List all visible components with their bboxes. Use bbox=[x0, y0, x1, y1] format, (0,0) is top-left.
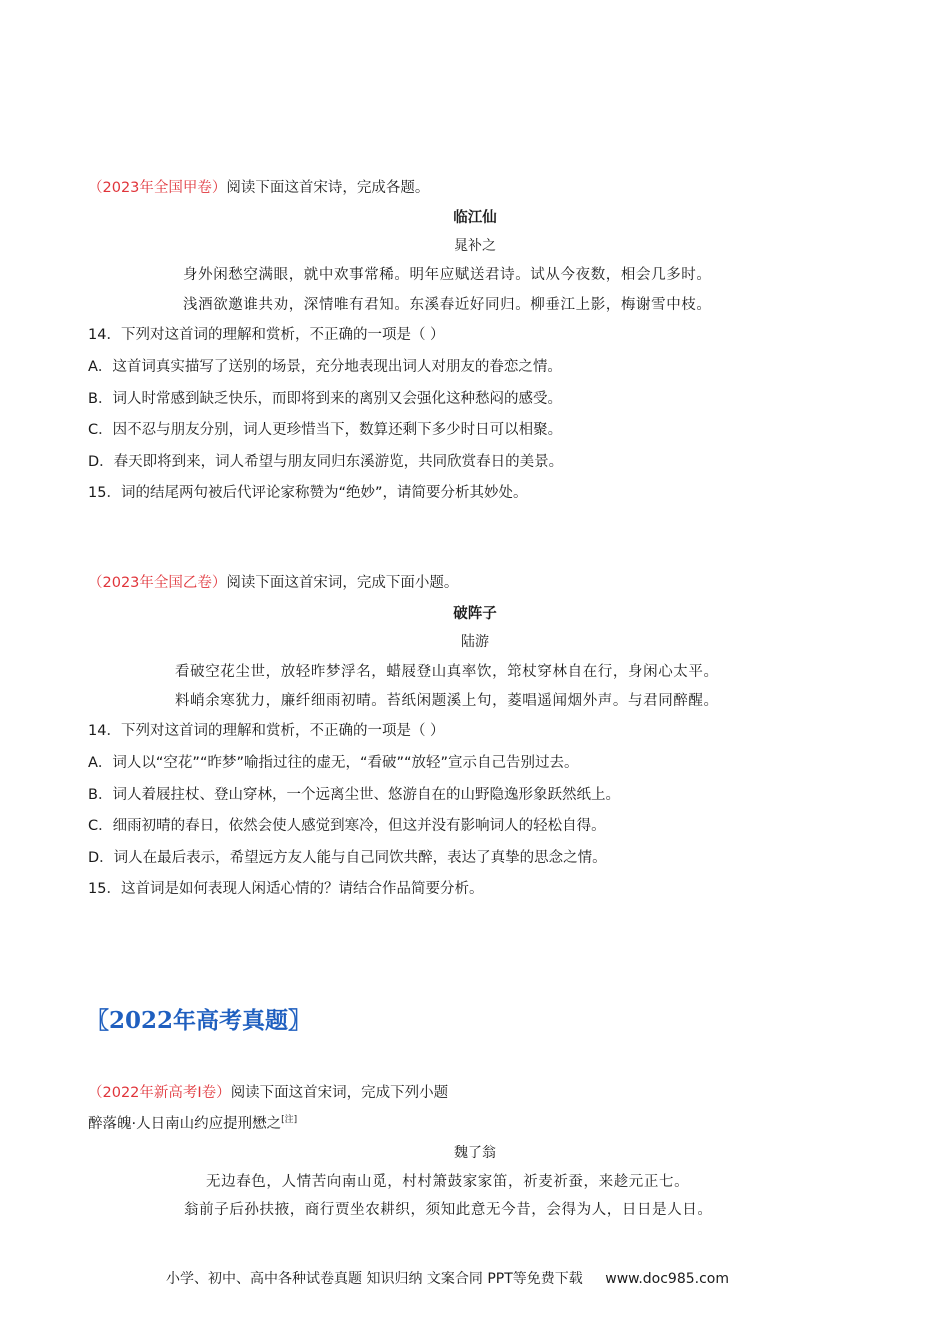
sec1-poem-line-1: 身外闲愁空满眼，就中欢事常稀。明年应赋送君诗。试从今夜数，相会几多时。 bbox=[183, 267, 712, 283]
sec2-question-15: 15．这首词是如何表现人闲适心情的？请结合作品简要分析。 bbox=[88, 881, 484, 897]
sec2-source: （2023年全国乙卷） bbox=[88, 575, 227, 591]
sec3-intro: 阅读下面这首宋词，完成下列小题 bbox=[230, 1085, 449, 1101]
sec1-question-14: 14．下列对这首词的理解和赏析，不正确的一项是（ ） bbox=[88, 327, 445, 343]
section-heading-2022: 〖2022年高考真题〗 bbox=[86, 1007, 312, 1034]
sec1-poem-title: 临江仙 bbox=[453, 210, 497, 226]
sec1-question-15: 15．词的结尾两句被后代评论家称赞为“绝妙”，请简要分析其妙处。 bbox=[88, 485, 528, 501]
sec1-option-c: C．因不忍与朋友分别，词人更珍惜当下，数算还剩下多少时日可以相聚。 bbox=[88, 422, 563, 438]
sec3-poem-title: 醉落魄·人日南山约应提刑懋之 bbox=[88, 1116, 282, 1132]
sec3-poem-author: 魏了翁 bbox=[454, 1145, 496, 1161]
sec3-source: （2022年新高考Ⅰ卷） bbox=[88, 1085, 231, 1101]
sec1-intro-line bbox=[88, 176, 429, 197]
sec2-question-14: 14．下列对这首词的理解和赏析，不正确的一项是（ ） bbox=[88, 723, 445, 739]
footer-link[interactable]: www.doc985.com bbox=[605, 1271, 729, 1287]
sec1-option-d: D．春天即将到来，词人希望与朋友同归东溪游览，共同欣赏春日的美景。 bbox=[88, 454, 564, 470]
sec3-intro-line bbox=[88, 1081, 448, 1102]
sec2-poem-line-1: 看破空花尘世，放轻昨梦浮名，蜡屐登山真率饮，筇杖穿林自在行，身闲心太平。 bbox=[175, 664, 719, 680]
sec1-option-a: A．这首词真实描写了送别的场景，充分地表现出词人对朋友的眷恋之情。 bbox=[88, 359, 562, 375]
sec2-poem-author: 陆游 bbox=[461, 634, 489, 650]
sec3-poem-line-2: 翁前子后孙扶掖，商行贾坐农耕织，须知此意无今昔，会得为人，日日是人日。 bbox=[184, 1202, 713, 1218]
sec2-option-c: C．细雨初晴的春日，依然会使人感觉到寒冷，但这并没有影响词人的轻松自得。 bbox=[88, 818, 606, 834]
footer bbox=[166, 1268, 729, 1288]
sec3-poem-line-1: 无边春色，人情苦向南山觅，村村箫鼓家家笛，祈麦祈蚕，来趁元正七。 bbox=[206, 1174, 690, 1190]
sec2-intro-line bbox=[88, 571, 458, 592]
sec1-poem-author: 晁补之 bbox=[454, 238, 496, 254]
sec1-source: （2023年全国甲卷） bbox=[88, 180, 227, 196]
sec2-option-b: B．词人着屐拄杖、登山穿林，一个远离尘世、悠游自在的山野隐逸形象跃然纸上。 bbox=[88, 787, 620, 803]
sec3-title-line bbox=[88, 1112, 297, 1133]
sec1-option-b: B．词人时常感到缺乏快乐，而即将到来的离别又会强化这种愁闷的感受。 bbox=[88, 391, 562, 407]
footer-text: 小学、初中、高中各种试卷真题 知识归纳 文案合同 PPT等免费下载 bbox=[166, 1271, 583, 1287]
sec2-intro: 阅读下面这首宋词，完成下面小题。 bbox=[226, 575, 459, 591]
sec2-option-d: D．词人在最后表示，希望远方友人能与自己同饮共醉，表达了真挚的思念之情。 bbox=[88, 850, 607, 866]
sec1-poem-line-2: 浅酒欲邀谁共劝，深情唯有君知。东溪春近好同归。柳垂江上影，梅谢雪中枝。 bbox=[183, 297, 712, 313]
sec1-intro: 阅读下面这首宋诗，完成各题。 bbox=[226, 180, 430, 196]
sec2-poem-line-2: 料峭余寒犹力，廉纤细雨初晴。苔纸闲题溪上句，菱唱遥闻烟外声。与君同醉醒。 bbox=[175, 693, 719, 709]
sec2-option-a: A．词人以“空花”“昨梦”喻指过往的虚无，“看破”“放轻”宣示自己告别过去。 bbox=[88, 755, 579, 771]
sec3-note-mark: [注] bbox=[281, 1115, 298, 1126]
sec2-poem-title: 破阵子 bbox=[453, 606, 497, 622]
